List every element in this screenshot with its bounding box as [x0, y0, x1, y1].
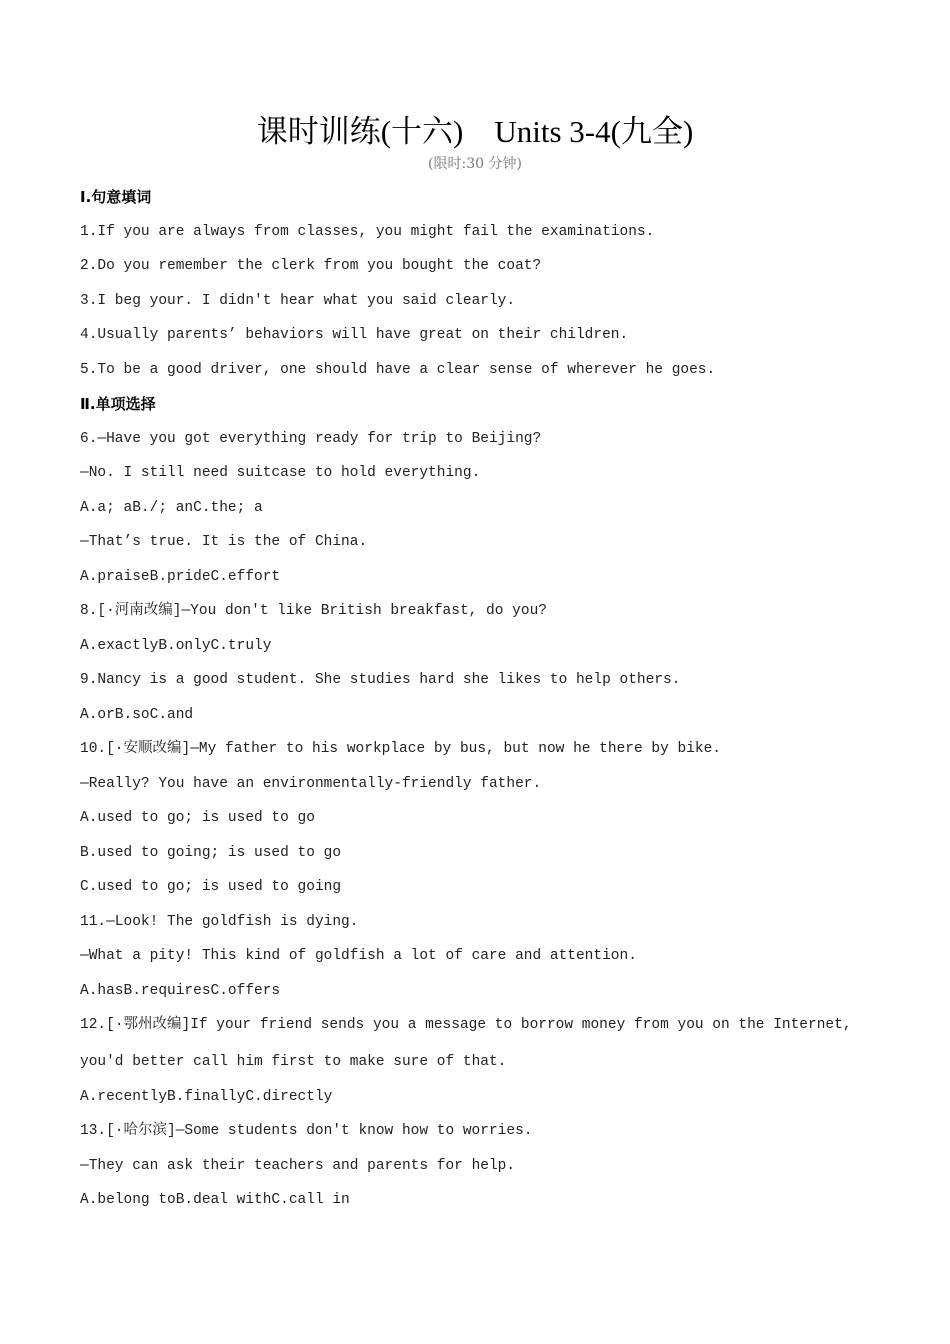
exercise-line: —What a pity! This kind of goldfish a lot of care and attention. — [80, 948, 637, 964]
exercise-line: C.used to go; is used to going — [80, 879, 342, 895]
exercise-line: 3.I beg your. I didn't hear what you said clearly. — [80, 292, 516, 309]
section-heading: Ⅱ.单项选择 — [80, 395, 156, 413]
exercise-line: 1.If you are always from classes, you might fail the examinations. — [80, 223, 655, 240]
exercise-line: B.used to going; is used to go — [80, 844, 342, 861]
exercise-line: A.hasB.requiresC.offers — [80, 982, 281, 999]
exercise-line: A.recentlyB.finallyC.directly — [80, 1088, 333, 1105]
page-title: 课时训练(十六) Units 3-4(九全) — [256, 114, 694, 149]
exercise-line: —No. I still need suitcase to hold everything. — [80, 465, 481, 481]
exercise-line: A.belong toB.deal withC.call in — [80, 1192, 350, 1208]
exercise-line: —They can ask their teachers and parents for help. — [80, 1157, 516, 1174]
exercise-line: 2.Do you remember the clerk from you bought the coat? — [80, 258, 542, 274]
exercise-line: A.a; aB./; anC.the; a — [80, 499, 263, 516]
time-limit-subtitle: (限时:30 分钟) — [428, 156, 522, 172]
exercise-line: 10.[·安顺改编]—My father to his workplace by bus, but now he there by bike. — [80, 741, 721, 757]
exercise-line: 8.[·河南改编]—You don't like British breakfast, do you? — [80, 603, 547, 619]
section-heading: Ⅰ.句意填词 — [80, 188, 152, 206]
exercise-line: 9.Nancy is a good student. She studies hard she likes to help others. — [80, 672, 681, 688]
exercise-line: A.exactlyB.onlyC.truly — [80, 637, 272, 654]
exercise-line: you'd better call him first to make sure of that. — [80, 1054, 507, 1070]
exercise-line: 4.Usually parents’ behaviors will have great on their children. — [80, 327, 629, 343]
exercise-line: 6.—Have you got everything ready for trip to Beijing? — [80, 430, 542, 447]
exercise-line: —That’s true. It is the of China. — [80, 534, 368, 550]
exercise-lines — [80, 186, 880, 1224]
exercise-line: 12.[·鄂州改编]If your friend sends you a message to borrow money from you on the Internet, — [80, 1017, 852, 1033]
exercise-line: 11.—Look! The goldfish is dying. — [80, 913, 359, 930]
exercise-line: A.orB.soC.and — [80, 706, 194, 723]
exercise-line: 5.To be a good driver, one should have a clear sense of wherever he goes. — [80, 361, 716, 378]
exercise-line: —Really? You have an environmentally-friendly father. — [80, 775, 542, 792]
exercise-line: 13.[·哈尔滨]—Some students don't know how to worries. — [80, 1123, 533, 1139]
exercise-line: A.praiseB.prideC.effort — [80, 568, 281, 585]
exercise-line: A.used to go; is used to go — [80, 810, 315, 826]
